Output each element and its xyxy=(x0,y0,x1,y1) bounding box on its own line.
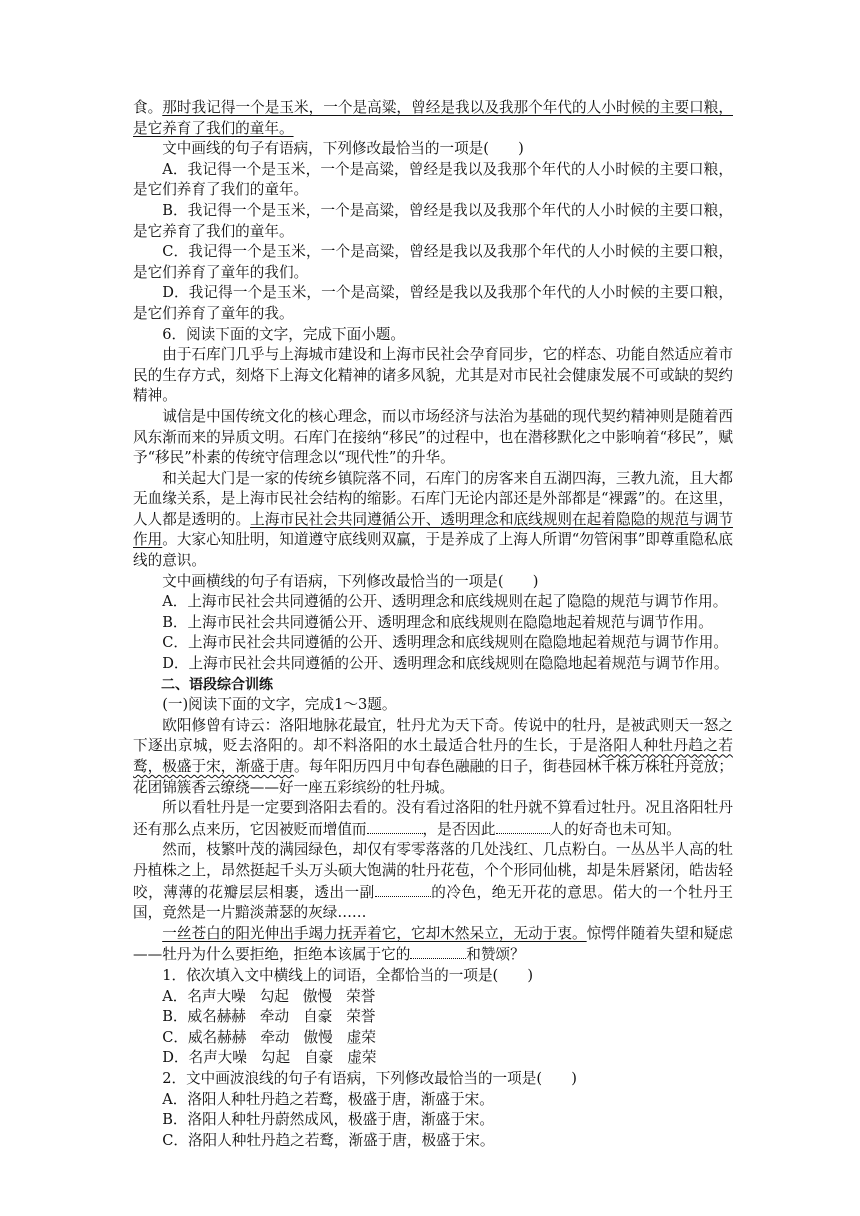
q1-option-b xyxy=(133,1007,733,1028)
q1-a-1: A．名声大噪 xyxy=(162,987,246,1005)
q1-c-2: 牵动 xyxy=(260,1028,290,1046)
blank-2 xyxy=(496,819,550,834)
q6-heading: 6．阅读下面的文字，完成下面小题。 xyxy=(162,325,405,343)
q1-b-2: 牵动 xyxy=(259,1008,290,1026)
s2-p2-b: ，是否因此 xyxy=(422,820,496,838)
document-page xyxy=(133,98,733,1151)
q1-option-c xyxy=(133,1028,733,1049)
q1-a-4: 荣誉 xyxy=(346,987,376,1005)
s2-p2-c: 人的好奇也未可知。 xyxy=(549,820,681,838)
q1-a-2: 勾起 xyxy=(259,987,289,1005)
q2-option-a: A．洛阳人种牡丹趋之若鹜，极盛于唐，渐盛于宋。 xyxy=(162,1090,494,1108)
s2-p1-pre: 欧阳修曾有诗云：洛阳地脉花最宜，牡丹尤为天下奇。传说中的牡丹，是被武则天一怒之下逐出京城，贬去洛阳的。却不料洛阳的水土最适合牡丹的生长，于是 xyxy=(133,716,733,755)
s2-underlined-sentence: 一丝苍白的阳光伸出手竭力抚弄着它，它却木然呆立，无动于衷。 xyxy=(162,924,587,942)
q5-option-c: C．我记得一个是玉米，一个是高粱，曾经是我以及我那个年代的人小时候的主要口粮，是它们养育了童年的我们。 xyxy=(133,243,733,281)
s2-paragraph-3 xyxy=(133,840,733,923)
q6-para3-pre: 和关起大门是一家的传统乡镇院落不同，石库门的房客来自五湖四海，三教九流，且大都无血缘关系，是上海市民社会结构的缩影。石库门无论内部还是外部都是“裸露”的。在这里，人人都是透明的。 xyxy=(133,469,733,528)
q6-option-c: C．上海市民社会共同遵循的公开、透明理念和底线规则在隐隐地起着规范与调节作用。 xyxy=(162,634,728,652)
s2-p2-a: 所以看牡丹是一定要到洛阳去看的。没有看过洛阳的牡丹就不算看过牡丹。况且洛阳牡丹还有那么点来历，它因被贬而增值而 xyxy=(133,799,733,838)
q6-underlined-sentence: 上海市民社会共同遵循公开、透明理念和底线规则在起着隐隐的规范与调节作用 xyxy=(133,510,733,549)
q1-b-1: B．威名赫赫 xyxy=(162,1008,246,1026)
underlined-sentence: 那时我记得一个是玉米，一个是高粱，曾经是我以及我那个年代的人小时候的主要口粮，是它养育了我们的童年。 xyxy=(133,99,733,137)
s2-paragraph-1 xyxy=(133,716,733,798)
q5-option-d: D．我记得一个是玉米，一个是高粱，曾经是我以及我那个年代的人小时候的主要口粮，是它们养育了童年的我。 xyxy=(133,284,733,322)
q1-c-3: 傲慢 xyxy=(303,1028,333,1046)
s2-p4-a: 惊愕伴随着失望和疑虑——牡丹为什么要拒绝，拒绝本该属于它的 xyxy=(133,924,733,964)
passage-tail xyxy=(133,98,733,139)
q1-stem: 1．依次填入文中横线上的词语，全都恰当的一项是( ) xyxy=(162,966,534,984)
q1-b-3: 自豪 xyxy=(303,1008,333,1026)
q6-option-b: B．上海市民社会共同遵循公开、透明理念和底线规则在隐隐地起着规范与调节作用。 xyxy=(162,613,713,631)
q1-d-4: 虚荣 xyxy=(347,1049,377,1067)
s2-paragraph-4 xyxy=(133,924,733,966)
q6-paragraph-1: 由于石库门几乎与上海城市建设和上海市民社会孕育同步，它的样态、功能自然适应着市民的生存方式，刻烙下上海文化精神的诸多风貌，尤其是对市民社会健康发展不可或缺的契约精神。 xyxy=(133,346,733,405)
blank-1 xyxy=(367,819,423,834)
section-2-title: 二、语段综合训练 xyxy=(161,676,273,693)
q5-option-b: B．我记得一个是玉米，一个是高粱，曾经是我以及我那个年代的人小时候的主要口粮，是它养育了我们的童年。 xyxy=(133,201,733,240)
q1-c-1: C．威名赫赫 xyxy=(162,1028,247,1046)
q6-paragraph-3 xyxy=(133,469,733,572)
s2-p4-b: 和赞颂？ xyxy=(466,946,525,964)
s2-p3-a: 然而，枝繁叶茂的满园绿色，却仅有零零落落的几处浅红、几点粉白。一丛丛半人高的牡丹植株之上，昂然挺起千头万头硕大饱满的牡丹花苞，个个形同仙桃，却是朱唇紧闭，皓齿轻咬，薄薄的花瓣层层相裹，透出一副 xyxy=(133,841,733,901)
q6-para3-post: 。大家心知肚明，知道遵守底线则双赢，于是养成了上海人所谓“勿管闲事”即尊重隐私底线的意识。 xyxy=(133,531,733,570)
s2-paragraph-2 xyxy=(133,798,733,840)
q2-option-b: B．洛阳人种牡丹蔚然成风，极盛于唐，渐盛于宋。 xyxy=(162,1111,494,1129)
q2-stem: 2．文中画波浪线的句子有语病，下列修改最恰当的一项是( ) xyxy=(162,1069,577,1087)
q5-stem: 文中画线的句子有语病，下列修改最恰当的一项是( ) xyxy=(162,140,524,158)
s2-p1-post: 。每年阳历四月中旬春色融融的日子，街巷园林千株万株牡丹竞放；花团锦簇香云缭绕——好一座五彩缤纷的牡丹城。 xyxy=(133,758,733,796)
q6-stem: 文中画横线的句子有语病，下列修改最恰当的一项是( ) xyxy=(162,572,539,590)
s2-p3-b: 的冷色，绝无开花的意思。偌大的一个牡丹王国，竟然是一片黯淡萧瑟的灰绿…… xyxy=(133,883,733,922)
q6-option-d: D．上海市民社会共同遵循的公开、透明理念和底线规则在隐隐地起着规范与调节作用。 xyxy=(162,655,729,673)
q6-option-a: A．上海市民社会共同遵循的公开、透明理念和底线规则在起了隐隐的规范与调节作用。 xyxy=(162,593,728,611)
q1-d-2: 勾起 xyxy=(260,1049,291,1067)
q1-c-4: 虚荣 xyxy=(346,1028,376,1046)
q1-b-4: 荣誉 xyxy=(346,1008,376,1026)
q1-a-3: 傲慢 xyxy=(302,987,333,1005)
q1-option-d xyxy=(133,1048,733,1069)
q2-option-c: C．洛阳人种牡丹趋之若鹜，渐盛于唐，极盛于宋。 xyxy=(162,1131,495,1149)
q1-d-1: D．名声大噪 xyxy=(162,1049,247,1067)
passage-lead: 食。 xyxy=(133,99,163,116)
q6-paragraph-2: 诚信是中国传统文化的核心理念，而以市场经济与法治为基础的现代契约精神则是随着西风东渐而来的异质文明。石库门在接纳“移民”的过程中，也在潜移默化之中影响着“移民”，赋予“移民”朴素的传统守信理念以“现代性”的升华。 xyxy=(133,407,733,467)
section-2-intro: (一)阅读下面的文字，完成1～3题。 xyxy=(162,696,397,714)
wavy-underlined-sentence: 洛阳人种牡丹趋之若鹜，极盛于宋，渐盛于唐 xyxy=(133,737,733,775)
q5-option-a: A．我记得一个是玉米，一个是高粱，曾经是我以及我那个年代的人小时候的主要口粮，是它们养育了我们的童年。 xyxy=(133,160,733,199)
blank-3 xyxy=(375,882,431,897)
blank-4 xyxy=(410,944,466,959)
q1-d-3: 自豪 xyxy=(304,1049,334,1067)
q1-option-a xyxy=(133,987,733,1008)
